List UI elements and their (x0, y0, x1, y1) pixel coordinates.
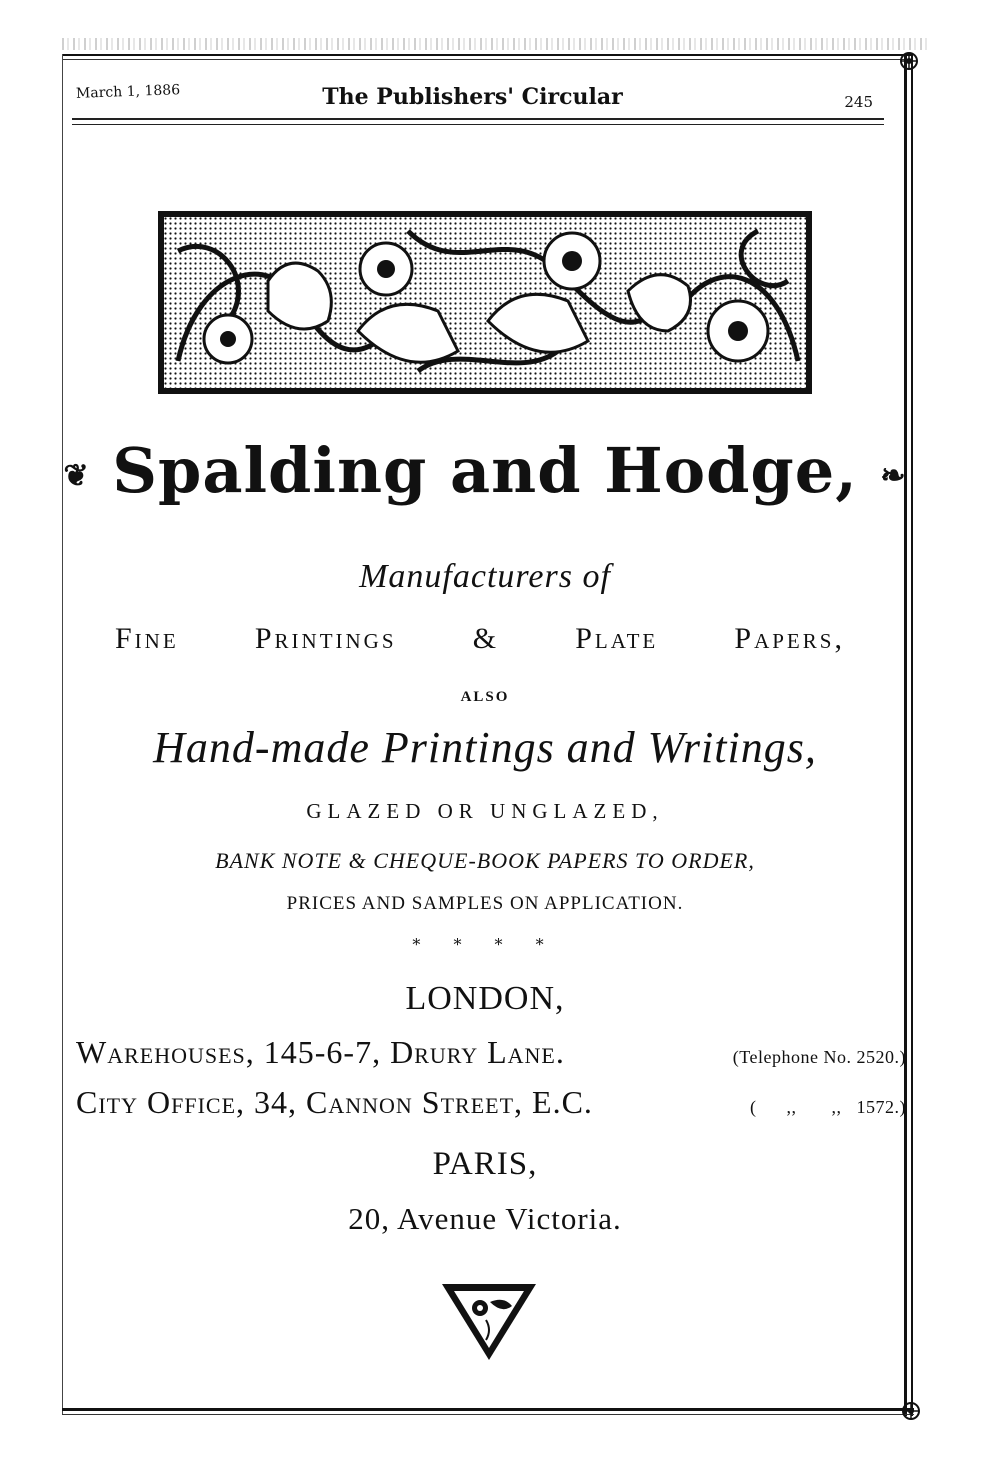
corner-ornament-bottom-right (900, 1400, 922, 1422)
header-rule-thin (72, 124, 884, 125)
paris-heading: PARIS, (432, 1146, 538, 1182)
glazed-line: GLAZED OR UNGLAZED, (306, 799, 664, 823)
fine-word: Fine (115, 622, 179, 655)
ornamental-banner-image (158, 211, 812, 394)
frame-top-rule (62, 54, 912, 56)
fine-papers-line (115, 622, 845, 656)
fine-word: Papers, (734, 622, 845, 655)
asterisk-divider: * * * * (412, 935, 558, 954)
city-office-row (76, 1084, 906, 1121)
also-label: ALSO (460, 689, 510, 705)
fine-word: & (472, 622, 500, 655)
publication-title: The Publishers' Circular (322, 84, 623, 110)
london-heading: LONDON, (405, 980, 565, 1017)
top-edge-texture (62, 38, 930, 50)
leaf-ornament-left-icon: ❦ (63, 458, 90, 494)
warehouses-address: Warehouses, 145-6-7, Drury Lane. (76, 1034, 565, 1070)
warehouses-telephone: (Telephone No. 2520.) (732, 1047, 906, 1067)
bank-note-line: BANK NOTE & CHEQUE-BOOK PAPERS TO ORDER, (215, 848, 755, 873)
corner-ornament-top-right (898, 50, 920, 72)
leaf-ornament-right-icon: ❧ (880, 458, 907, 494)
issue-date: March 1, 1886 (75, 82, 181, 102)
frame-right-rule-outer (911, 54, 913, 1416)
frame-bottom-rule-inner (62, 1414, 914, 1415)
manufacturers-line: Manufacturers of (359, 558, 611, 595)
city-office-address: City Office, 34, Cannon Street, E.C. (76, 1084, 593, 1120)
fine-word: Printings (254, 622, 397, 655)
prices-line: PRICES AND SAMPLES ON APPLICATION. (286, 893, 684, 914)
fine-word: Plate (575, 622, 659, 655)
frame-bottom-rule (62, 1408, 914, 1411)
header-rule (72, 118, 884, 120)
company-name (60, 434, 910, 507)
triangle-ornament-icon (440, 1280, 538, 1362)
paris-address: 20, Avenue Victoria. (348, 1201, 622, 1236)
company-name-text: Spalding and Hodge, (112, 434, 858, 507)
handmade-line: Hand-made Printings and Writings, (153, 723, 817, 772)
city-office-telephone: ( ,, ,, 1572.) (750, 1097, 906, 1117)
warehouses-row (76, 1034, 906, 1071)
page-number: 245 (844, 93, 873, 111)
frame-top-rule-inner (62, 59, 912, 60)
